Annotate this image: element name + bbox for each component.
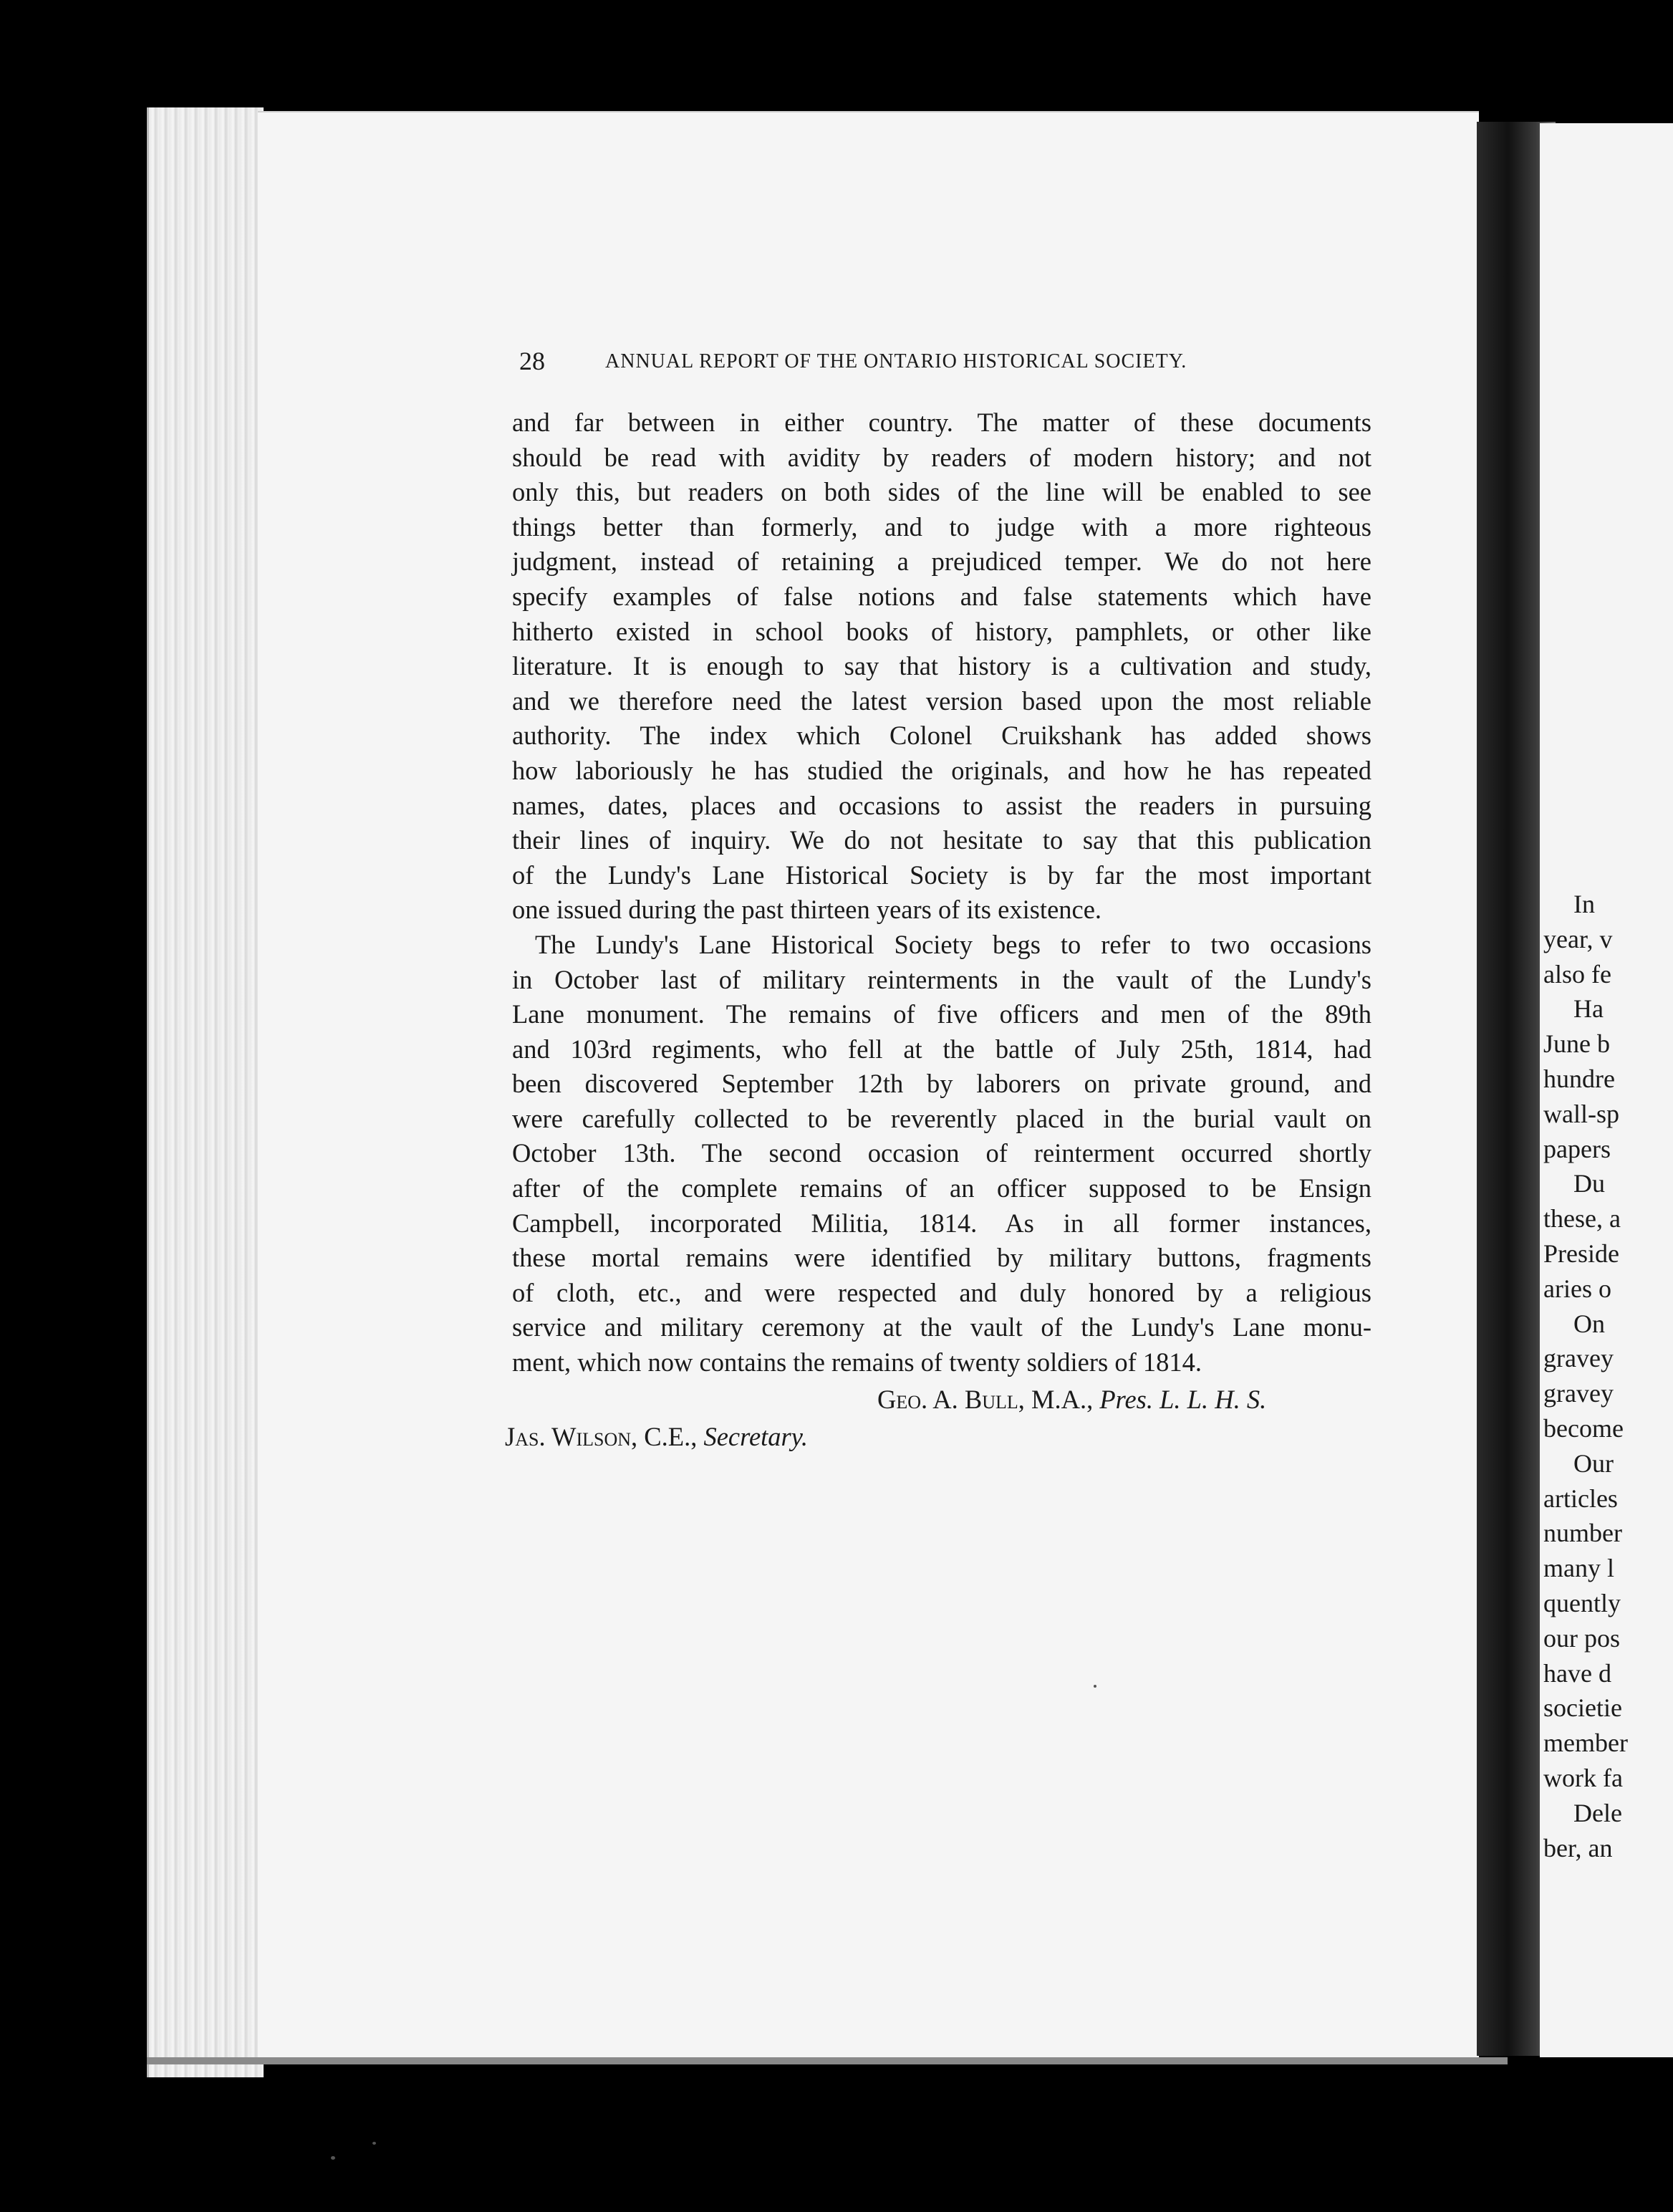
running-head bbox=[519, 346, 1307, 375]
text-line: only this, but readers on both sides of the line will be enabled to see bbox=[512, 477, 1371, 507]
text-line: literature. It is enough to say that history is a cultivation and study, bbox=[512, 651, 1371, 681]
president-name: Geo. A. Bull bbox=[877, 1384, 1018, 1414]
facing-line: quently bbox=[1543, 1588, 1621, 1617]
text-line: after of the complete remains of an officer supposed to be Ensign bbox=[512, 1173, 1371, 1203]
facing-line: hundre bbox=[1543, 1064, 1615, 1093]
body-text bbox=[505, 405, 1371, 1455]
facing-line: Ha bbox=[1573, 994, 1604, 1024]
facing-line: articles bbox=[1543, 1484, 1618, 1513]
speck bbox=[372, 2142, 376, 2145]
paragraph-2 bbox=[512, 928, 1371, 1380]
text-line: their lines of inquiry. We do not hesitate to say that this publication bbox=[512, 825, 1371, 855]
text-line: specify examples of false notions and false statements which have bbox=[512, 581, 1371, 611]
text-line: in October last of military reinterments in the vault of the Lundy's bbox=[512, 964, 1371, 994]
facing-line: gravey bbox=[1543, 1344, 1614, 1373]
facing-line: Our bbox=[1573, 1448, 1614, 1478]
secretary-signature bbox=[505, 1419, 1371, 1455]
text-line: Lane monument. The remains of five officers and men of the 89th bbox=[512, 999, 1371, 1029]
text-line: judgment, instead of retaining a prejudiced temper. We do not here bbox=[512, 547, 1371, 577]
facing-line: June b bbox=[1543, 1029, 1610, 1059]
president-signature bbox=[512, 1380, 1371, 1419]
text-line: and far between in either country. The matter of these documents bbox=[512, 408, 1371, 437]
running-title: ANNUAL REPORT OF THE ONTARIO HISTORICAL SOCIETY. bbox=[605, 350, 1187, 372]
text-line: of the Lundy's Lane Historical Society is by far the most important bbox=[512, 860, 1371, 890]
facing-line: member bbox=[1543, 1728, 1628, 1758]
facing-page-text bbox=[1543, 887, 1673, 1865]
facing-line: these, a bbox=[1543, 1204, 1621, 1234]
facing-line: Preside bbox=[1543, 1239, 1619, 1268]
facing-line: also fe bbox=[1543, 959, 1611, 989]
text-line: were carefully collected to be reverently placed in the burial vault on bbox=[512, 1103, 1371, 1133]
text-line: and 103rd regiments, who fell at the battle of July 25th, 1814, had bbox=[512, 1034, 1371, 1064]
text-line: hitherto existed in school books of history, pamphlets, or other like bbox=[512, 616, 1371, 646]
facing-line: many l bbox=[1543, 1554, 1614, 1583]
text-line: should be read with avidity by readers of modern history; and not bbox=[512, 442, 1371, 472]
text-line: ment, which now contains the remains of twenty soldiers of 1814. bbox=[512, 1347, 1202, 1377]
text-line: how laboriously he has studied the originals, and how he has repeated bbox=[512, 755, 1371, 785]
facing-line: number bbox=[1543, 1519, 1622, 1548]
speck bbox=[331, 2156, 335, 2160]
president-title: Pres. L. L. H. S. bbox=[1099, 1384, 1267, 1414]
facing-line: become bbox=[1543, 1413, 1624, 1443]
facing-line: papers bbox=[1543, 1134, 1611, 1163]
facing-line: Dele bbox=[1573, 1798, 1622, 1827]
facing-line: wall-sp bbox=[1543, 1099, 1619, 1128]
paragraph-1 bbox=[512, 405, 1371, 928]
text-line: things better than formerly, and to judge with a more righteous bbox=[512, 511, 1371, 542]
text-line: service and military ceremony at the vault of the Lundy's Lane monu- bbox=[512, 1312, 1371, 1342]
page-number: 28 bbox=[519, 347, 545, 375]
text-line: one issued during the past thirteen years of its existence. bbox=[512, 895, 1102, 925]
text-line: The Lundy's Lane Historical Society begs to refer to two occasions bbox=[535, 929, 1371, 959]
text-line: authority. The index which Colonel Cruikshank has added shows bbox=[512, 721, 1371, 751]
facing-line: On bbox=[1573, 1309, 1605, 1338]
page-bottom-edge bbox=[147, 2057, 1508, 2064]
facing-line: ber, an bbox=[1543, 1833, 1613, 1862]
text-line: and we therefore need the latest version based upon the most reliable bbox=[512, 686, 1371, 716]
facing-line: our pos bbox=[1543, 1623, 1620, 1653]
facing-line: societie bbox=[1543, 1693, 1622, 1723]
speck bbox=[1094, 1685, 1096, 1688]
facing-line: year, v bbox=[1543, 924, 1613, 953]
text-line: names, dates, places and occasions to assist the readers in pursuing bbox=[512, 790, 1371, 820]
text-line: October 13th. The second occasion of reinterment occurred shortly bbox=[512, 1138, 1371, 1168]
facing-line: Du bbox=[1573, 1169, 1605, 1198]
text-line: of cloth, etc., and were respected and duly honored by a religious bbox=[512, 1277, 1371, 1307]
secretary-title: Secretary. bbox=[703, 1421, 809, 1451]
text-line: been discovered September 12th by laborers on private ground, and bbox=[512, 1069, 1371, 1099]
text-line: Campbell, incorporated Militia, 1814. As in all former instances, bbox=[512, 1208, 1371, 1238]
page-stack-edges bbox=[147, 107, 264, 2077]
facing-line: In bbox=[1573, 890, 1595, 918]
text-line: these mortal remains were identified by military buttons, fragments bbox=[512, 1243, 1371, 1273]
secretary-credentials: , C.E., bbox=[631, 1421, 704, 1451]
secretary-name: Jas. Wilson bbox=[505, 1421, 632, 1451]
facing-line: aries o bbox=[1543, 1274, 1611, 1303]
president-credentials: , M.A., bbox=[1018, 1384, 1100, 1414]
facing-line: work fa bbox=[1543, 1763, 1623, 1792]
facing-line: gravey bbox=[1543, 1379, 1614, 1408]
facing-line: have d bbox=[1543, 1658, 1611, 1688]
